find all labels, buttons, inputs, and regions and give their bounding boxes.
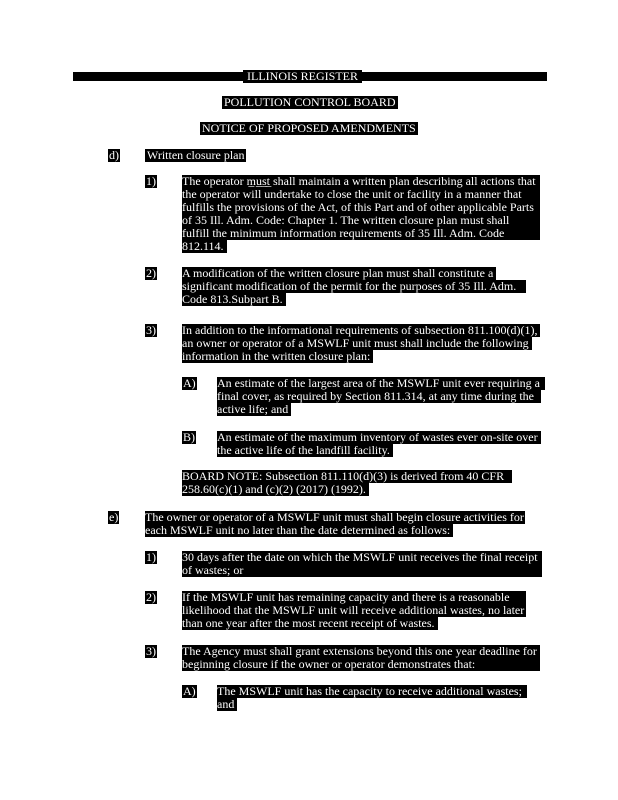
d1-tag: 1) [146, 174, 156, 188]
d3b-line: the active life of the landfill facility. [217, 444, 393, 457]
d1-line: The operator m̲u̲s̲t̲ shall maintain a written plan describing all actions that [182, 175, 540, 188]
section-d-title: Written closure plan [147, 148, 245, 162]
d1-line: the operator will undertake to close the unit or facility in a manner that [182, 188, 540, 201]
d1-line: fulfills the provisions of the Act, of this Part and of other applicable Parts [182, 201, 540, 214]
d3-line: an owner or operator of a MSWLF unit must shall include the following [182, 337, 532, 350]
d3-tag: 3) [146, 323, 156, 337]
e2-line: than one year after the most recent receipt of wastes. [182, 617, 438, 630]
d3-line: information in the written closure plan: [182, 350, 373, 363]
d1-line: of 35 Ill. Adm. Code: Chapter 1. The written closure plan must shall [182, 214, 540, 227]
notice-title: NOTICE OF PROPOSED AMENDMENTS [202, 121, 416, 135]
d3a-line: An estimate of the largest area of the MSWLF unit ever requiring a [217, 377, 545, 390]
d2-tag: 2) [146, 266, 156, 280]
e2-line: If the MSWLF unit has remaining capacity and there is a reasonable [182, 591, 526, 604]
board-note-line: 258.60(c)(1) and (c)(2) (2017) (1992). [182, 483, 369, 496]
d3b-tag: B) [183, 430, 195, 444]
d2-line: Code 813.Subpart B. [182, 293, 286, 306]
e3a-line: and [217, 698, 237, 711]
d3b-line: An estimate of the maximum inventory of wastes ever on-site over [217, 431, 541, 444]
d3a-line: final cover, as required by Section 811.314, at any time during the [217, 390, 541, 403]
d2-line: significant modification of the permit for the purposes of 35 Ill. Adm. [182, 280, 526, 293]
e3-line: The Agency must shall grant extensions beyond this one year deadline for [182, 645, 540, 658]
section-e-tag: e) [109, 510, 119, 524]
register-title: ILLINOIS REGISTER [243, 70, 362, 83]
e1-line: 30 days after the date on which the MSWLF unit receives the final receipt [182, 551, 542, 564]
e3a-tag: A) [183, 684, 196, 698]
e2-line: likelihood that the MSWLF unit will receive additional wastes, no later [182, 603, 525, 617]
section-e-line: each MSWLF unit no later than the date determined as follows: [145, 524, 453, 537]
d3-line: In addition to the informational requirements of subsection 811.100(d)(1), [182, 324, 540, 337]
board-note-line: BOARD NOTE: Subsection 811.110(d)(3) is derived from 40 CFR [182, 470, 512, 483]
d1-line: fulfill the minimum information requirements of 35 Ill. Adm. Code [182, 227, 540, 240]
section-d-tag: d) [109, 148, 119, 162]
e1-line: of wastes; or [182, 564, 542, 577]
e3-tag: 3) [146, 644, 156, 658]
d3a-line: active life; and [217, 403, 291, 416]
e3-line: beginning closure if the owner or operator demonstrates that: [182, 658, 540, 671]
d3a-tag: A) [183, 376, 196, 390]
e3a-line: The MSWLF unit has the capacity to receive additional wastes; [217, 685, 527, 698]
e1-tag: 1) [146, 550, 156, 564]
e2-tag: 2) [146, 590, 156, 604]
d1-line: 812.114. [182, 240, 227, 253]
section-e-line: The owner or operator of a MSWLF unit must shall begin closure activities for [145, 510, 524, 524]
d2-line: A modification of the written closure plan must shall constitute a [182, 267, 496, 280]
board-title: POLLUTION CONTROL BOARD [224, 95, 396, 109]
